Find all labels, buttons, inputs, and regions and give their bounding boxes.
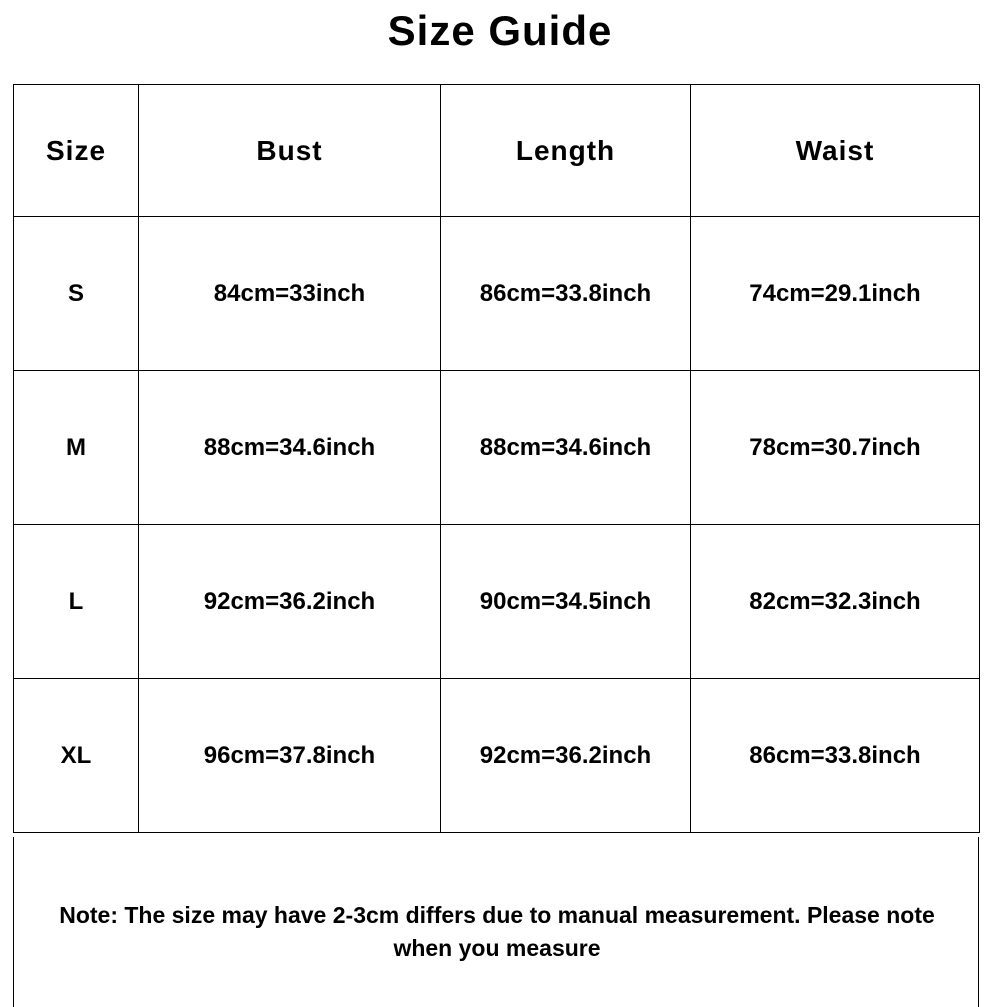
header-waist: Waist — [691, 85, 980, 217]
length-cell: 90cm=34.5inch — [441, 525, 691, 679]
header-bust: Bust — [139, 85, 441, 217]
length-cell: 88cm=34.6inch — [441, 371, 691, 525]
table-header-row — [14, 85, 980, 217]
length-cell: 92cm=36.2inch — [441, 679, 691, 833]
waist-cell: 74cm=29.1inch — [691, 217, 980, 371]
size-cell: M — [14, 371, 139, 525]
table-row — [14, 217, 980, 371]
header-length: Length — [441, 85, 691, 217]
size-cell: L — [14, 525, 139, 679]
length-cell: 86cm=33.8inch — [441, 217, 691, 371]
size-cell: XL — [14, 679, 139, 833]
page-title: Size Guide — [387, 7, 613, 54]
header-size: Size — [14, 85, 139, 217]
bust-cell: 96cm=37.8inch — [139, 679, 441, 833]
bust-cell: 84cm=33inch — [139, 217, 441, 371]
note-line-1: Note: The size may have 2-3cm differs due to manual measurement. Please note — [59, 902, 935, 928]
waist-cell: 78cm=30.7inch — [691, 371, 980, 525]
note-line-2: when you measure — [393, 935, 601, 961]
table-row — [14, 525, 980, 679]
waist-cell: 86cm=33.8inch — [691, 679, 980, 833]
note-box — [13, 837, 979, 1007]
size-cell: S — [14, 217, 139, 371]
size-table — [13, 84, 980, 833]
table-row — [14, 679, 980, 833]
bust-cell: 88cm=34.6inch — [139, 371, 441, 525]
bust-cell: 92cm=36.2inch — [139, 525, 441, 679]
waist-cell: 82cm=32.3inch — [691, 525, 980, 679]
table-row — [14, 371, 980, 525]
measurement-note — [14, 899, 980, 965]
